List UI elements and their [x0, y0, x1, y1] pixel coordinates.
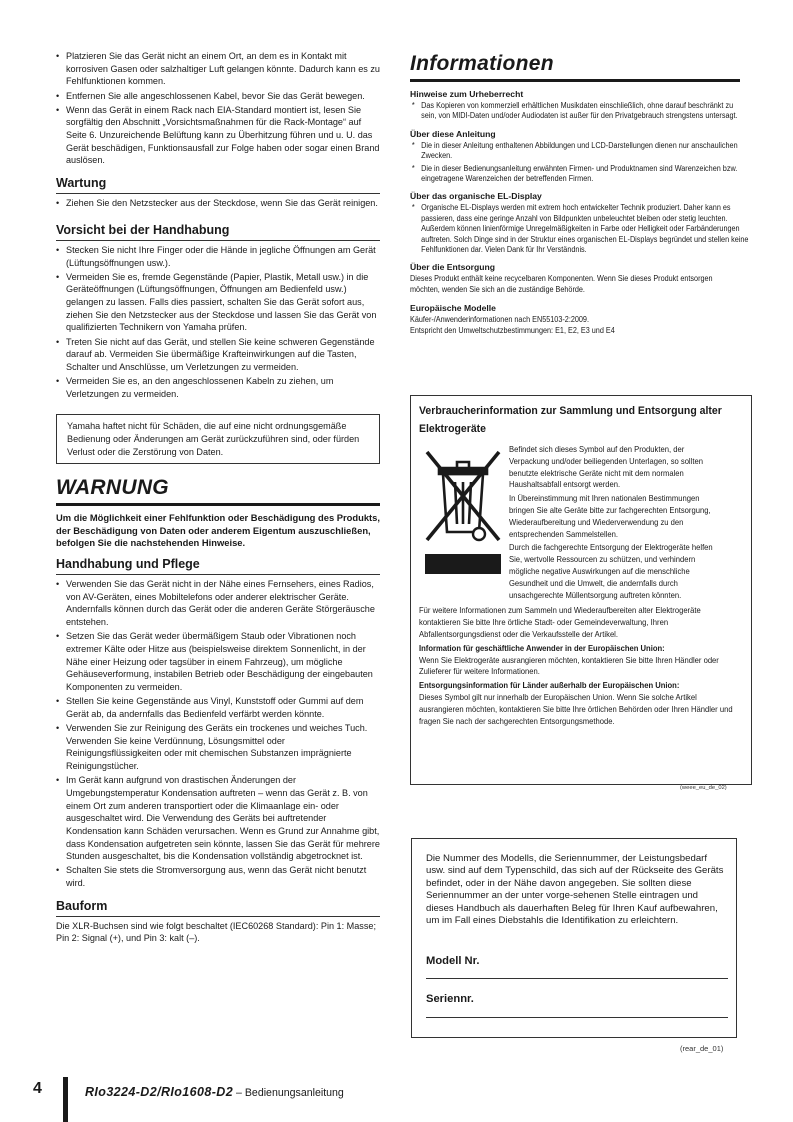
- crossed-bin-icon: [419, 444, 509, 603]
- list-item: * Das Kopieren von kommerziell erhältlichen Musikdaten einschließlich, ohne darauf beschränkt zu sein, von MIDI-Daten und/oder Audiodaten ist außer für den Privatgebrauch strengstens untersagt.: [410, 101, 750, 122]
- right-column: [410, 52, 749, 338]
- weee-p3: Durch die fachgerechte Entsorgung der Elektrogeräte helfen Sie, wertvolle Ressourcen zu schützen, und verhindern mögliche negative Auswirkungen auf die menschliche Gesundheit und die Umwelt, die andernfalls durch unsachgerechte Müllentsorgung auftreten könnten.: [509, 542, 713, 600]
- modelle-line-1: Käufer-/Anwenderinformationen nach EN55103-2:2009.: [410, 314, 589, 324]
- warnung-heading: WARNUNG: [56, 476, 380, 506]
- serial-number-line: [426, 1017, 728, 1018]
- el-list: [410, 203, 749, 255]
- list-item: * Organische EL-Displays werden mit extrem hoch entwickelter Technik produziert. Daher kann es passieren, dass eine geringe Anzahl von Bildpunkten unbeleuchtet bleiben oder stetig leuchten. Außerdem können linienförmige Unregelmäßigkeiten in Farbe oder Helligkeit oder Farbänderungen auftreten. Solch Dinge sind in der Struktur eines organischen EL-Displays begründet und stellen keine Fehlfunktionen dar. Vielen Dank für Ihr Verständnis.: [410, 203, 750, 255]
- footer-separator: –: [236, 1087, 242, 1099]
- vorsicht-list: [56, 244, 380, 401]
- el-heading: Über das organische EL-Display: [410, 191, 542, 202]
- list-item: • Setzen Sie das Gerät weder übermäßigem Staub oder Vibrationen noch extremer Kälte oder Hitze aus (beispielsweise direktem Sonnenlicht, in der Nähe einer Heizung oder tagsüber in einem Fahrzeug), um mögliche Gehäuseverformung, instabilen Betrieb oder Beschädigung der eingebauten Komponenten zu vermeiden.: [56, 630, 380, 694]
- list-item: • Verwenden Sie das Gerät nicht in der Nähe eines Fernsehers, eines Radios, von AV-Geräten, eines Mobiltelefons oder anderer elektrischer Geräte. Andernfalls können durch das Gerät oder die anderen Geräte Störgeräusche entstehen.: [56, 578, 380, 629]
- list-item: • Vermeiden Sie es, fremde Gegenstände (Papier, Plastik, Metall usw.) in die Geräteöffnungen (Lüftungsöffnungen, Öffnungen am Bedienfeld usw.) gelangen zu lassen. Falls dies passiert, schalten Sie das Gerät sofort aus, ziehen Sie den Netzstecker aus der Steckdose und lassen Sie das Gerät von qualifizierten Technikern von Yamaha prüfen.: [56, 271, 380, 335]
- entsorgung-heading: Über die Entsorgung: [410, 262, 495, 273]
- footer-bar: [63, 1077, 68, 1122]
- weee-biz-heading: Information für geschäftliche Anwender in der Europäischen Union:: [419, 642, 665, 653]
- serial-box-text: Die Nummer des Modells, die Seriennummer, der Leistungsbedarf usw. sind auf dem Typenschild, das sich auf der Rückseite des Geräts befindet, oder in der Nähe davon angegeben. Sie sollten diese Seriennummer an der unter vorge-sehenen Stelle eintragen und dieses Handbuch als dauerhaften Beleg für Ihren Kauf aufbewahren, um im Fall eines Diebstahls die Identifikation zu erleichtern.: [426, 853, 724, 927]
- entsorgung-text: Dieses Produkt enthält keine recycelbaren Komponenten. Wenn Sie dieses Produkt entsorgen möchten, wenden Sie sich an die zuständige Behörde.: [410, 274, 713, 295]
- weee-p1: Befindet sich dieses Symbol auf den Produkten, der Verpackung und/oder beiliegenden Unterlagen, so sollten benutzte elektrische Geräte nicht mit dem normalen Haushaltsabfall entsorgt werden.: [509, 444, 703, 490]
- list-item: • Entfernen Sie alle angeschlossenen Kabel, bevor Sie das Gerät bewegen.: [56, 90, 380, 103]
- list-item: • Schalten Sie stets die Stromversorgung aus, wenn das Gerät nicht benutzt wird.: [56, 864, 380, 889]
- intro-list: [56, 50, 380, 167]
- urheber-list: [410, 101, 740, 122]
- model-number-line: [426, 978, 728, 979]
- list-item: • Platzieren Sie das Gerät nicht an einem Ort, an dem es in Kontakt mit korrosiven Gasen oder salzhaltiger Luft gelangen könnte. Dadurch kann es zu Fehlfunktionen kommen.: [56, 50, 380, 88]
- footer-title: [85, 1085, 344, 1099]
- list-item: • Stellen Sie keine Gegenstände aus Vinyl, Kunststoff oder Gummi auf dem Gerät ab, da andernfalls das Bedienfeld verfärbt werden könnte.: [56, 695, 380, 720]
- list-item: • Im Gerät kann aufgrund von drastischen Änderungen der Umgebungstemperatur Kondensation auftreten – wenn das Gerät z. B. von einem Ort zum anderen transportiert oder die Klimaanlage ein- oder ausgeschaltet wird. Die Verwendung des Geräts bei auftretender Kondensation kann Schäden verursachen. Wenn es Grund zur Annahme gibt, dass Kondensation aufgetreten sein könnte, lassen Sie das Gerät für mehrere Stunden ausgeschaltet, bis die Kondensation vollständig abgetrocknet ist.: [56, 774, 380, 863]
- list-item: • Wenn das Gerät in einem Rack nach EIA-Standard montiert ist, lesen Sie sorgfältig den Abschnitt „Vorsichtsmaßnahmen für die Rack-Montage“ auf Seite 6. Unzureichende Belüftung kann zu Überhitzung führen und u. U. das Gerät beschädigen, Funktionsausfall zur Folge haben oder sogar einen Brand auslösen.: [56, 104, 380, 168]
- list-item: • Verwenden Sie zur Reinigung des Geräts ein trockenes und weiches Tuch. Verwenden Sie keine Verdünnung, Lösungsmittel oder Reinigungsflüssigkeiten oder mit chemischen Substanzen imprägnierte Reinigungstücher.: [56, 722, 380, 773]
- list-item: • Ziehen Sie den Netzstecker aus der Steckdose, wenn Sie das Gerät reinigen.: [56, 197, 380, 210]
- list-item: • Stecken Sie nicht Ihre Finger oder die Hände in jegliche Öffnungen am Gerät (Lüftungsöffnungen usw.).: [56, 244, 380, 269]
- urheber-heading: Hinweise zum Urheberrecht: [410, 89, 524, 99]
- info-heading: Informationen: [410, 52, 740, 82]
- model-number-label: Modell Nr.: [426, 955, 480, 967]
- anleitung-heading: Über diese Anleitung: [410, 128, 496, 139]
- weee-non-eu-text: Dieses Symbol gilt nur innerhalb der Europäischen Union. Wenn Sie solche Artikel ausrangieren möchten, kontaktieren Sie bitte Ihre örtlichen Behörden oder Ihren Händler und fragen Sie nach der sachgerechten Entsorgungsmethode.: [419, 691, 733, 726]
- list-item: • Treten Sie nicht auf das Gerät, und stellen Sie keine schweren Gegenstände darauf ab. Vermeiden Sie übermäßige Krafteinwirkungen auf die Tasten, Schalter und Anschlüsse, um Verletzungen zu vermeiden.: [56, 336, 380, 374]
- weee-non-eu-heading: Entsorgungsinformation für Länder außerhalb der Europäischen Union:: [419, 680, 680, 691]
- weee-title: Verbraucherinformation zur Sammlung und Entsorgung alter Elektrogeräte: [419, 405, 722, 435]
- weee-p2: In Übereinstimmung mit Ihren nationalen Bestimmungen bringen Sie alte Geräte bitte zur fachgerechten Entsorgung, Wiederaufbereitung und Wiederverwendung zu den entsprechenden Sammelstellen.: [509, 493, 711, 539]
- modelle-heading: Europäische Modelle: [410, 302, 496, 313]
- left-column: [56, 50, 380, 945]
- liability-note: Yamaha haftet nicht für Schäden, die auf eine nicht ordnungsgemäße Bedienung oder Änderungen am Gerät zurückzuführen sind, oder fürden Verlust oder die Zerstörung von Daten.: [56, 414, 380, 464]
- weee-p4: Für weitere Informationen zum Sammeln und Wiederaufbereiten alter Elektrogeräte kontaktieren Sie bitte Ihre örtliche Stadt- oder Gemeindeverwaltung, Ihren Abfallentsorgungsdienst oder die Verkaufsstelle der Artikel.: [419, 605, 701, 639]
- serial-number-label: Seriennr.: [426, 993, 474, 1005]
- warnung-intro: Um die Möglichkeit einer Fehlfunktion oder Beschädigung des Produkts, der Beschädigung von Daten oder anderem Eigentum auszuschließen, befolgen Sie die nachstehenden Hinweise.: [56, 512, 381, 549]
- list-item: * Die in dieser Anleitung enthaltenen Abbildungen und LCD-Darstellungen dienen nur anschaulichen Zwecken.: [410, 141, 750, 162]
- modelle-line-2: Entspricht den Umweltschutzbestimmungen: E1, E2, E3 und E4: [410, 326, 615, 336]
- serial-number-box: [411, 838, 737, 1038]
- handhabung-list: [56, 578, 380, 890]
- wartung-heading: Wartung: [56, 176, 380, 194]
- footer-doc-title: Bedienungsanleitung: [244, 1087, 344, 1099]
- weee-biz-text: Wenn Sie Elektrogeräte ausrangieren möchten, kontaktieren Sie bitte Ihren Händler oder Zulieferer für weitere Informationen.: [419, 654, 719, 677]
- bauform-heading: Bauform: [56, 899, 380, 917]
- anleitung-list: [410, 141, 740, 185]
- vorsicht-heading: Vorsicht bei der Handhabung: [56, 223, 380, 241]
- weee-info-box: [410, 395, 752, 785]
- footer-model: RIo3224-D2/RIo1608-D2: [85, 1085, 234, 1099]
- page-number: 4: [33, 1080, 42, 1097]
- rear-code: (rear_de_01): [680, 1044, 724, 1053]
- list-item: * Die in dieser Bedienungsanleitung erwähnten Firmen- und Produktnamen sind Warenzeichen bzw. eingetragene Warenzeichen der betreffenden Firmen.: [410, 164, 750, 185]
- list-item: • Vermeiden Sie es, an den angeschlossenen Kabeln zu ziehen, um Verletzungen zu vermeiden.: [56, 375, 380, 400]
- wartung-list: [56, 197, 380, 210]
- handhabung-heading: Handhabung und Pflege: [56, 557, 380, 575]
- weee-code: (weee_eu_de_02): [680, 785, 727, 791]
- bauform-text: Die XLR-Buchsen sind wie folgt beschaltet (IEC60268 Standard): Pin 1: Masse; Pin 2: Signal (+), und Pin 3: kalt (–).: [56, 920, 376, 944]
